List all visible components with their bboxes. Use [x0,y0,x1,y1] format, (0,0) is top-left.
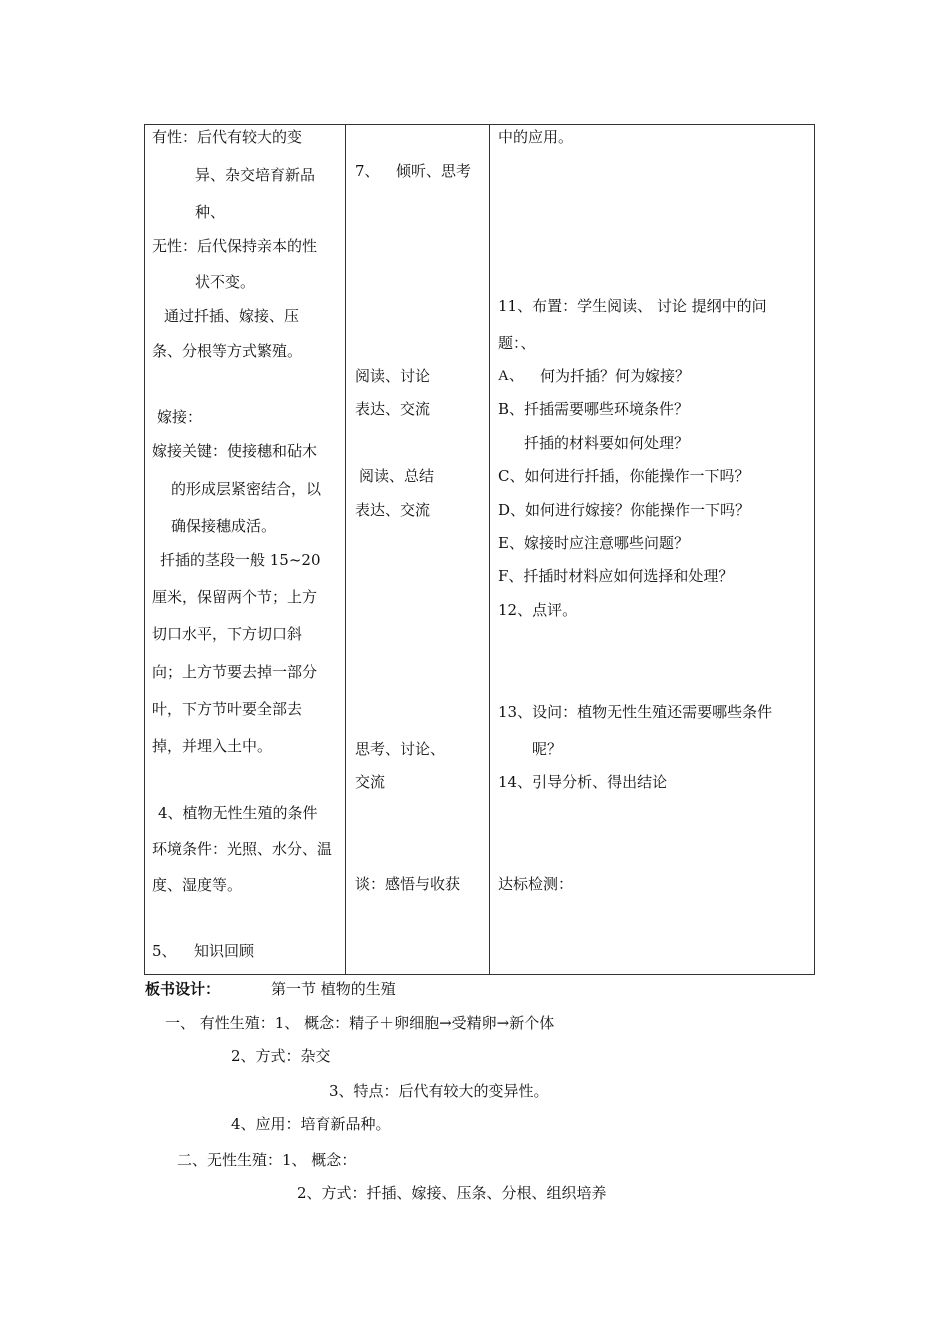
col2-line: 倾听、思考 [396,162,472,180]
col2-line: 阅读、讨论 [355,367,431,385]
col1-line: 确保接穗成活。 [171,517,277,535]
col3-line: C、如何进行扦插，你能操作一下吗？ [498,467,750,485]
col1-line: 环境条件：光照、水分、温 [152,840,333,858]
col1-line: 厘米，保留两个节；上方 [152,588,318,606]
col2-line: 交流 [355,773,386,791]
col1-line: 嫁接： [157,408,203,426]
col3-line: 12、点评。 [498,601,578,619]
col1-line: 切口水平，下方切口斜 [152,625,303,643]
col2-line: 思考、讨论、 [355,740,446,758]
col2-line: 阅读、总结 [359,467,435,485]
board-line: 2、方式：扦插、嫁接、压条、分根、组织培养 [297,1184,607,1202]
col3-line: 何为扦插？何为嫁接？ [540,367,691,385]
col3-line: A、 [498,368,524,384]
board-line: 二、无性生殖：1、 概念： [177,1151,357,1169]
col1-line: 种、 [195,203,226,221]
col3-line: 中的应用。 [498,128,574,146]
board-design-title: 第一节 植物的生殖 [271,980,396,998]
col1-line: 扦插的茎段一般 15~20 [160,551,321,569]
board-line: 一、 有性生殖：1、 概念：精子＋卵细胞→受精卵→新个体 [165,1014,555,1032]
col1-line: 无性：后代保持亲本的性 [152,237,318,255]
column-divider-2 [489,125,490,974]
col2-line: 表达、交流 [355,501,431,519]
col3-line: F、扦插时材料应如何选择和处理？ [498,567,734,585]
col1-line: 通过扦插、嫁接、压 [164,307,300,325]
col3-line: D、如何进行嫁接？你能操作一下吗？ [498,501,751,519]
col3-line: 达标检测： [498,875,574,893]
col2-line: 7、 [355,162,380,180]
board-line: 2、方式：杂交 [231,1047,331,1065]
col3-line: 11、布置：学生阅读、 讨论 提纲中的问 [498,297,767,315]
col1-line: 异、杂交培育新品 [195,166,316,184]
col1-line: 4、植物无性生殖的条件 [158,804,318,822]
col1-line: 掉，并埋入土中。 [152,737,273,755]
col1-line: 条、分根等方式繁殖。 [152,342,303,360]
col2-line: 谈：感悟与收获 [355,875,461,893]
col3-line: B、扦插需要哪些环境条件？ [498,400,690,418]
col3-line: 题：、 [498,334,536,352]
col1-line: 叶，下方节叶要全部去 [152,700,303,718]
col1-line: 嫁接关键：使接穗和砧木 [152,442,318,460]
col1-line: 5、 [152,942,177,960]
col1-line: 度、湿度等。 [152,876,243,894]
board-line: 4、应用：培育新品种。 [231,1115,391,1133]
col3-line: 呢？ [532,740,563,758]
col3-line: 扦插的材料要如何处理？ [524,434,690,452]
col1-line: 的形成层紧密结合，以 [171,480,322,498]
col3-line: 14、引导分析、得出结论 [498,773,668,791]
column-divider-1 [345,125,346,974]
col1-line: 知识回顾 [194,942,255,960]
board-line: 3、特点：后代有较大的变异性。 [329,1082,549,1100]
col2-line: 表达、交流 [355,400,431,418]
col1-line: 向；上方节要去掉一部分 [152,663,318,681]
col3-line: 13、设问：植物无性生殖还需要哪些条件 [498,703,773,721]
board-design-label: 板书设计： [145,980,221,998]
col1-line: 状不变。 [195,273,256,291]
col3-line: E、嫁接时应注意哪些问题？ [498,534,689,552]
col1-line: 有性：后代有较大的变 [152,128,303,146]
